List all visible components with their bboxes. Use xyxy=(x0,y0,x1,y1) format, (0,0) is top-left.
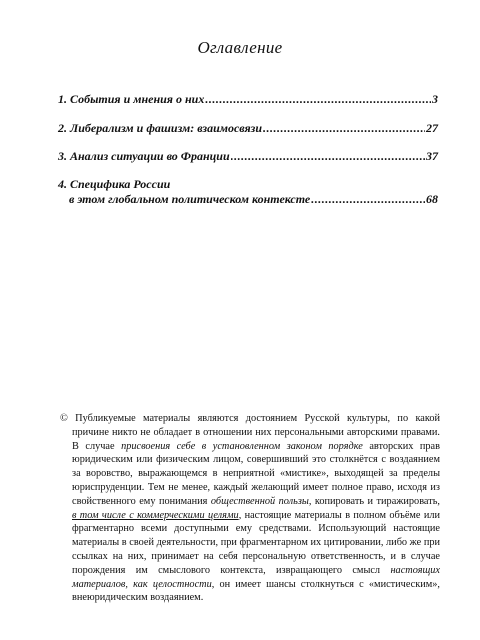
toc-entry-title-continued: в этом глобальном политическом контексте xyxy=(69,192,311,206)
toc-entry-title: 2. Либерализм и фашизм: взаимосвязи xyxy=(58,121,263,135)
copyright-text: авторских прав юридическим или физическим лицом, совершивший это столкнётся с воздаянием за воровство, выражающемся в неприятной «мистике», выходящей за пределы юриспруденции. Тем не менее, каждый желающий имеет полное право, исходя из свойственного ему понимания xyxy=(72,440,440,507)
toc-entry[interactable] xyxy=(58,92,438,107)
toc-entry[interactable] xyxy=(58,121,438,136)
copyright-underlined-emphasis: в том числе с коммерческими целями xyxy=(72,509,239,521)
toc-dot-leader xyxy=(311,192,425,207)
toc-dot-leader xyxy=(263,121,425,136)
copyright-emphasis: настоящих материалов, как целостности xyxy=(72,564,440,590)
toc-page-number: 3 xyxy=(432,92,438,106)
copyright-emphasis: общественной пользы xyxy=(210,495,309,507)
toc-entry-continuation[interactable] xyxy=(69,192,438,207)
toc-entry[interactable] xyxy=(58,177,438,192)
toc-entry-title: 1. События и мнения о них xyxy=(58,92,205,106)
copyright-text: , копировать и тиражировать, xyxy=(308,495,440,507)
copyright-text: , настоящие материалы в полном объёме или фрагментарно всеми доступными ему средствами. Использующий настоящие материалы в своей деятельности, при фрагментарном их цитировании, либо же при ссылках на них, принимает на себя персональную ответственность, и в случае порождения им смыслового контекста, извращающего смысл xyxy=(72,509,440,576)
toc-page-number: 68 xyxy=(426,192,438,206)
copyright-notice xyxy=(60,412,440,605)
page-title: Оглавление xyxy=(197,38,283,57)
toc-entry-title: 3. Анализ ситуации во Франции xyxy=(58,149,230,163)
toc-page-number: 37 xyxy=(426,149,438,163)
toc-entry-title: 4. Специфика России xyxy=(58,177,171,191)
copyright-emphasis: присвоения себе в установленном законом порядке xyxy=(121,440,363,452)
copyright-text: © Публикуемые материалы являются достоянием Русской культуры, по какой причине никто не обладает в отношении них персональными авторскими правами. В случае xyxy=(60,413,440,452)
toc-dot-leader xyxy=(231,149,425,164)
toc-dot-leader xyxy=(205,92,431,107)
toc-page-number: 27 xyxy=(426,121,438,135)
copyright-text: , он имеет шансы столкнуться с «мистическим», внеюридическим воздаянием. xyxy=(72,578,440,604)
copyright-paragraph xyxy=(60,412,440,605)
toc-entry[interactable] xyxy=(58,149,438,164)
